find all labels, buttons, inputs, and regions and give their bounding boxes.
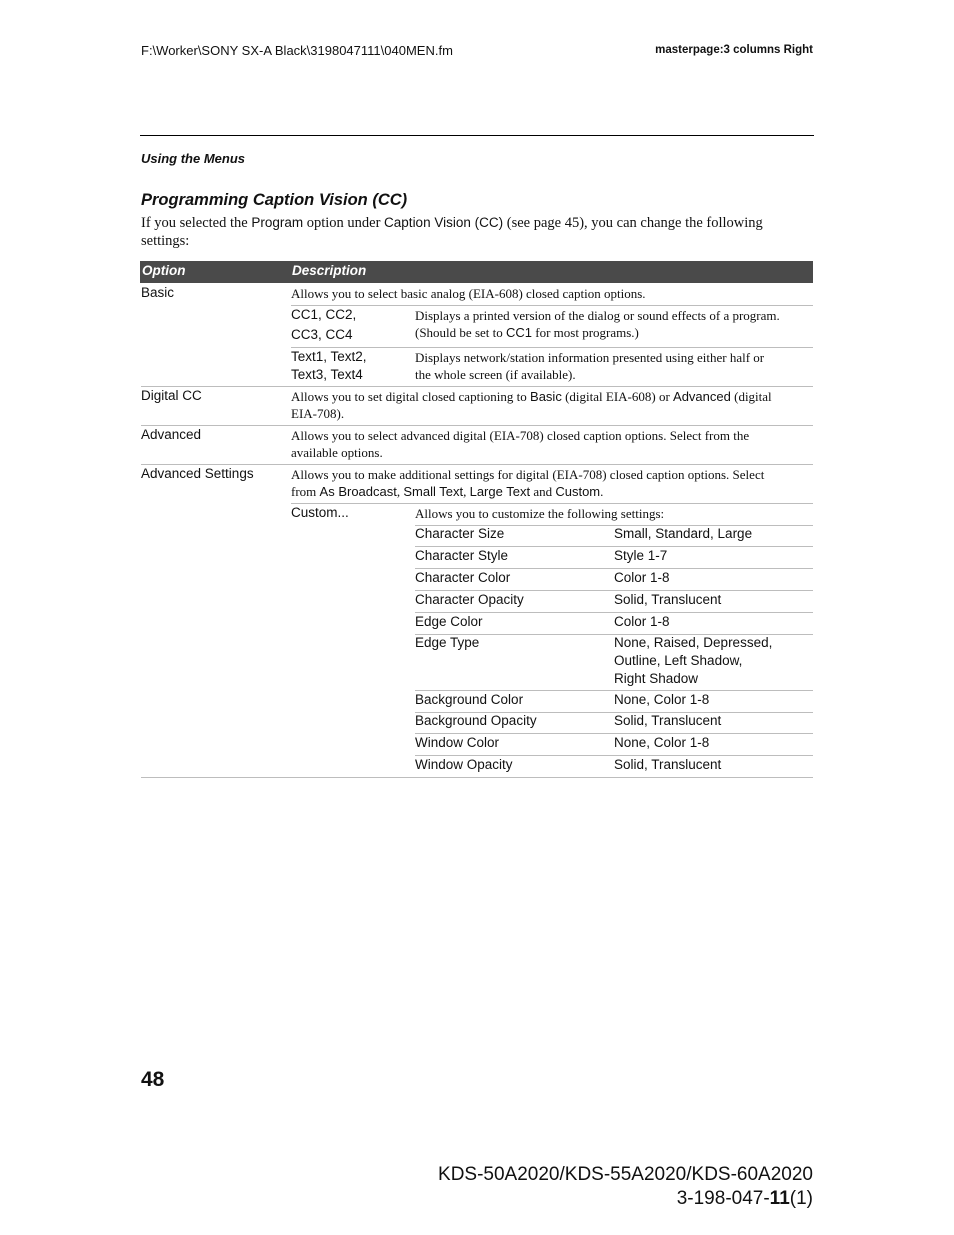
- setting-values: Solid, Translucent: [614, 757, 722, 772]
- setting-values: Color 1-8: [614, 614, 670, 629]
- setting-name: Character Style: [415, 548, 509, 563]
- option-advanced-settings-desc: Allows you to make additional settings for digital (EIA-708) closed caption options. Select from As Broadcast, Small Text, Large Text and Custom.: [291, 467, 765, 499]
- header-masterpage: masterpage:3 columns Right: [655, 44, 813, 56]
- header-file-path: F:\Worker\SONY SX-A Black\3198047111\040MEN.fm: [141, 43, 453, 58]
- setting-name: Edge Type: [415, 635, 480, 650]
- option-basic: Basic: [141, 285, 175, 300]
- setting-name: Background Opacity: [415, 713, 537, 728]
- divider: [291, 305, 813, 306]
- option-advanced-desc: Allows you to select advanced digital (EIA-708) closed caption options. Select from the available options.: [291, 428, 750, 460]
- setting-name: Window Color: [415, 735, 500, 750]
- table-bottom-rule: [141, 777, 813, 778]
- sub-option-custom: Custom...: [291, 505, 349, 520]
- option-digital-cc: Digital CC: [141, 388, 202, 403]
- section-heading: Using the Menus: [141, 151, 246, 166]
- setting-values: None, Color 1-8: [614, 692, 710, 707]
- column-header-description: Description: [292, 263, 367, 278]
- setting-name: Background Color: [415, 692, 524, 707]
- setting-values: Solid, Translucent: [614, 592, 722, 607]
- sub-option-cc-desc: Displays a printed version of the dialog or sound effects of a program. (Should be set to CC1 for most programs.): [415, 308, 780, 340]
- divider: [291, 503, 813, 504]
- header-rule: [140, 135, 814, 136]
- column-header-option: Option: [142, 263, 186, 278]
- footer-model-info: [438, 1163, 813, 1211]
- setting-name: Character Size: [415, 526, 505, 541]
- divider: [141, 386, 813, 387]
- setting-values: Solid, Translucent: [614, 713, 722, 728]
- setting-name: Edge Color: [415, 614, 483, 629]
- option-advanced: Advanced: [141, 427, 202, 442]
- divider: [291, 347, 813, 348]
- footer-code: 3-198-047-11(1): [676, 1188, 813, 1209]
- page-title: Programming Caption Vision (CC): [141, 191, 408, 209]
- option-advanced-settings: Advanced Settings: [141, 466, 254, 481]
- setting-values: None, Color 1-8: [614, 735, 710, 750]
- divider: [141, 425, 813, 426]
- footer-models: KDS-50A2020/KDS-55A2020/KDS-60A2020: [438, 1164, 813, 1185]
- table-header: [140, 261, 813, 283]
- option-basic-desc: Allows you to select basic analog (EIA-608) closed caption options.: [291, 286, 646, 301]
- setting-values: Color 1-8: [614, 570, 670, 585]
- sub-option-cc: CC1, CC2, CC3, CC4: [291, 307, 357, 342]
- setting-values: Style 1-7: [614, 548, 668, 563]
- setting-values: Small, Standard, Large: [614, 526, 753, 541]
- option-digital-cc-desc: Allows you to set digital closed captioning to Basic (digital EIA-608) or Advanced (digital EIA-708).: [291, 389, 772, 421]
- sub-option-text: Text1, Text2, Text3, Text4: [291, 349, 367, 382]
- page-number: 48: [141, 1068, 165, 1091]
- sub-option-text-desc: Displays network/station information presented using either half or the whole screen (if available).: [415, 350, 765, 382]
- intro-paragraph: If you selected the Program option under Caption Vision (CC) (see page 45), you can change the following settings:: [141, 215, 763, 249]
- setting-values: None, Raised, Depressed, Outline, Left Shadow, Right Shadow: [614, 635, 773, 686]
- setting-name: Window Opacity: [415, 757, 513, 772]
- setting-name: Character Opacity: [415, 592, 524, 607]
- setting-name: Character Color: [415, 570, 511, 585]
- sub-option-custom-desc: Allows you to customize the following settings:: [415, 506, 665, 521]
